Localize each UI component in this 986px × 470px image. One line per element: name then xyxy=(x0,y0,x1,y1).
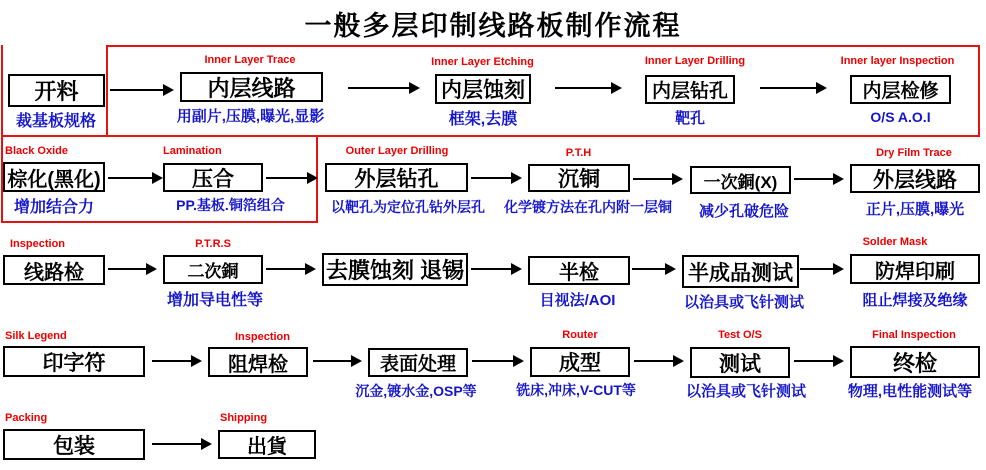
step-note-semi-inspection: 目视法/AOI xyxy=(539,292,616,309)
step-box-strip-etch-tin: 去膜蚀刻 退锡 xyxy=(322,253,468,286)
step-box-semi-inspection: 半检 xyxy=(528,256,630,285)
flow-arrow xyxy=(794,360,842,362)
flow-arrow xyxy=(632,268,674,270)
flow-arrow xyxy=(266,177,316,179)
step-note-final-inspection: 物理,电性能测试等 xyxy=(847,383,973,400)
flow-arrow xyxy=(110,89,172,91)
step-note-pth: 化学镀方法在孔内附一层铜 xyxy=(504,199,672,215)
step-note-dry-film-trace: 正片,压膜,曝光 xyxy=(865,201,965,218)
flow-arrow xyxy=(633,178,681,180)
flow-arrow xyxy=(152,360,200,362)
flow-arrow xyxy=(800,268,842,270)
page-title: 一般多层印制线路板制作流程 xyxy=(304,11,682,41)
flow-arrow xyxy=(348,87,418,89)
step-box-lamination: 压合 xyxy=(163,163,263,192)
step-box-cutting: 开料 xyxy=(8,74,105,107)
step-box-inner-layer-trace: 内层线路 xyxy=(180,72,323,102)
flow-arrow xyxy=(555,87,620,89)
step-note-test-os: 以治具或飞针测试 xyxy=(685,383,806,400)
step-box-outer-layer-drilling: 外层钻孔 xyxy=(325,163,468,192)
step-label-circuit-inspection: Inspection xyxy=(10,238,66,250)
step-box-solder-mask: 防焊印刷 xyxy=(850,254,980,284)
step-box-inner-layer-etching: 内层蚀刻 xyxy=(435,74,531,104)
step-note-solder-mask: 阻止焊接及绝缘 xyxy=(862,292,968,309)
step-label-inner-layer-trace: Inner Layer Trace xyxy=(204,54,296,66)
step-note-inner-layer-inspection: O/S A.O.I xyxy=(870,109,931,125)
step-label-router: Router xyxy=(562,329,598,341)
step-note-second-copper: 增加导电性等 xyxy=(166,292,263,309)
step-box-packing: 包装 xyxy=(3,429,145,460)
step-label-black-oxide: Black Oxide xyxy=(5,145,68,157)
flow-arrow xyxy=(152,443,210,445)
step-box-pth: 沉铜 xyxy=(528,164,630,192)
flow-arrow xyxy=(108,268,155,270)
flow-arrow xyxy=(760,87,825,89)
step-box-test-os: 测试 xyxy=(690,347,790,378)
step-note-black-oxide: 增加结合力 xyxy=(13,199,94,216)
step-label-packing: Packing xyxy=(5,412,48,424)
step-label-outer-layer-drilling: Outer Layer Drilling xyxy=(345,145,449,157)
step-box-final-inspection: 终检 xyxy=(850,346,980,378)
step-note-semi-product-test: 以治具或飞针测试 xyxy=(683,294,804,311)
step-note-lamination: PP.基板.铜箔组合 xyxy=(176,197,285,213)
step-box-dry-film-trace: 外层线路 xyxy=(850,164,980,193)
step-box-inner-layer-inspection: 内层检修 xyxy=(850,75,951,104)
step-box-semi-product-test: 半成品测试 xyxy=(682,255,799,288)
step-box-circuit-inspection: 线路检 xyxy=(3,255,105,285)
step-note-inner-layer-etching: 框架,去膜 xyxy=(448,111,518,128)
flow-arrow xyxy=(108,177,161,179)
step-note-first-copper: 减少孔破危险 xyxy=(698,203,789,220)
step-label-silk-legend: Silk Legend xyxy=(5,330,67,342)
step-label-ptrs: P.T.R.S xyxy=(195,238,231,250)
step-note-router: 铣床,冲床,V-CUT等 xyxy=(516,382,636,398)
step-note-inner-layer-trace: 用副片,压膜,曝光,显影 xyxy=(176,108,325,125)
flow-arrow xyxy=(313,360,360,362)
step-label-test-os: Test O/S xyxy=(718,329,762,341)
step-label-shipping: Shipping xyxy=(220,412,268,424)
step-box-router: 成型 xyxy=(530,347,630,377)
flow-arrow xyxy=(471,268,520,270)
step-label-inner-layer-drilling: Inner Layer Drilling xyxy=(644,55,746,67)
step-label-solder-mask-inspection: Inspection xyxy=(234,331,290,343)
step-box-surface-finish: 表面处理 xyxy=(368,348,468,377)
step-label-pth: P.T.H xyxy=(565,147,592,159)
step-box-shipping: 出貨 xyxy=(218,430,316,459)
step-label-inner-layer-etching: Inner Layer Etching xyxy=(431,56,534,68)
step-label-lamination: Lamination xyxy=(163,145,222,157)
flow-arrow xyxy=(794,178,842,180)
step-box-silk-legend: 印字符 xyxy=(3,346,145,377)
flow-arrow xyxy=(472,360,522,362)
step-box-inner-layer-drilling: 内层钻孔 xyxy=(645,75,735,104)
step-label-final-inspection: Final Inspection xyxy=(872,329,956,341)
flow-arrow xyxy=(471,177,520,179)
step-note-outer-layer-drilling: 以靶孔为定位孔钻外层孔 xyxy=(331,199,485,215)
step-note-surface-finish: 沉金,镀水金,OSP等 xyxy=(355,383,477,399)
step-note-inner-layer-drilling: 靶孔 xyxy=(674,110,705,127)
step-label-solder-mask: Solder Mask xyxy=(862,236,928,248)
flow-arrow xyxy=(266,268,314,270)
step-note-cutting: 裁基板规格 xyxy=(15,113,96,130)
flow-arrow xyxy=(634,360,682,362)
step-box-second-copper: 二次銅 xyxy=(163,255,263,284)
step-label-inner-layer-inspection: Inner layer Inspection xyxy=(840,55,955,67)
step-box-solder-mask-inspection: 阻焊检 xyxy=(208,347,308,377)
step-box-black-oxide: 棕化(黑化) xyxy=(3,162,105,192)
step-box-first-copper: 一次銅(X) xyxy=(690,166,791,194)
step-label-dry-film-trace: Dry Film Trace xyxy=(876,147,952,159)
